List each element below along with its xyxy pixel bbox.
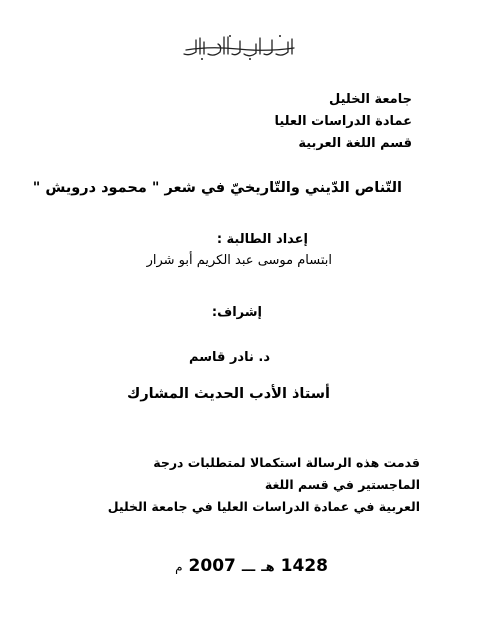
- basmala-calligraphy-icon: [180, 32, 298, 62]
- date-separator: ـــ: [241, 560, 256, 575]
- gregorian-year: 2007: [188, 556, 236, 576]
- submission-statement-line-1: قدمت هذه الرسالة استكمالا لمتطلبات درجة الماجستير في قسم اللغة: [153, 455, 420, 492]
- prepared-by-label: إعداد الطالبة :: [216, 232, 308, 247]
- department-name: قسم اللغة العربية: [298, 136, 412, 151]
- supervision-label: إشراف:: [211, 305, 262, 320]
- hijri-year: 1428: [280, 556, 328, 576]
- student-name: ابتسام موسى عبد الكريم أبو شرار: [146, 253, 332, 268]
- supervisor-name: د. نادر قاسم: [189, 350, 270, 365]
- deanship-name: عمادة الدراسات العليا: [274, 114, 412, 129]
- university-name: جامعة الخليل: [329, 92, 412, 107]
- basmala-calligraphy: [180, 30, 298, 64]
- supervisor-rank: أستاذ الأدب الحديث المشارك: [127, 386, 330, 402]
- thesis-title: التّناص الدّيني والتّاريخيّ في شعر " محمود درويش ": [32, 180, 402, 196]
- submission-statement-line-2: العربية في عمادة الدراسات العليا في جامعة الخليل: [107, 499, 420, 514]
- submission-date: [175, 556, 328, 576]
- gregorian-suffix: م: [175, 560, 183, 574]
- hijri-suffix: هـ: [261, 560, 275, 575]
- submission-statement: [90, 452, 420, 518]
